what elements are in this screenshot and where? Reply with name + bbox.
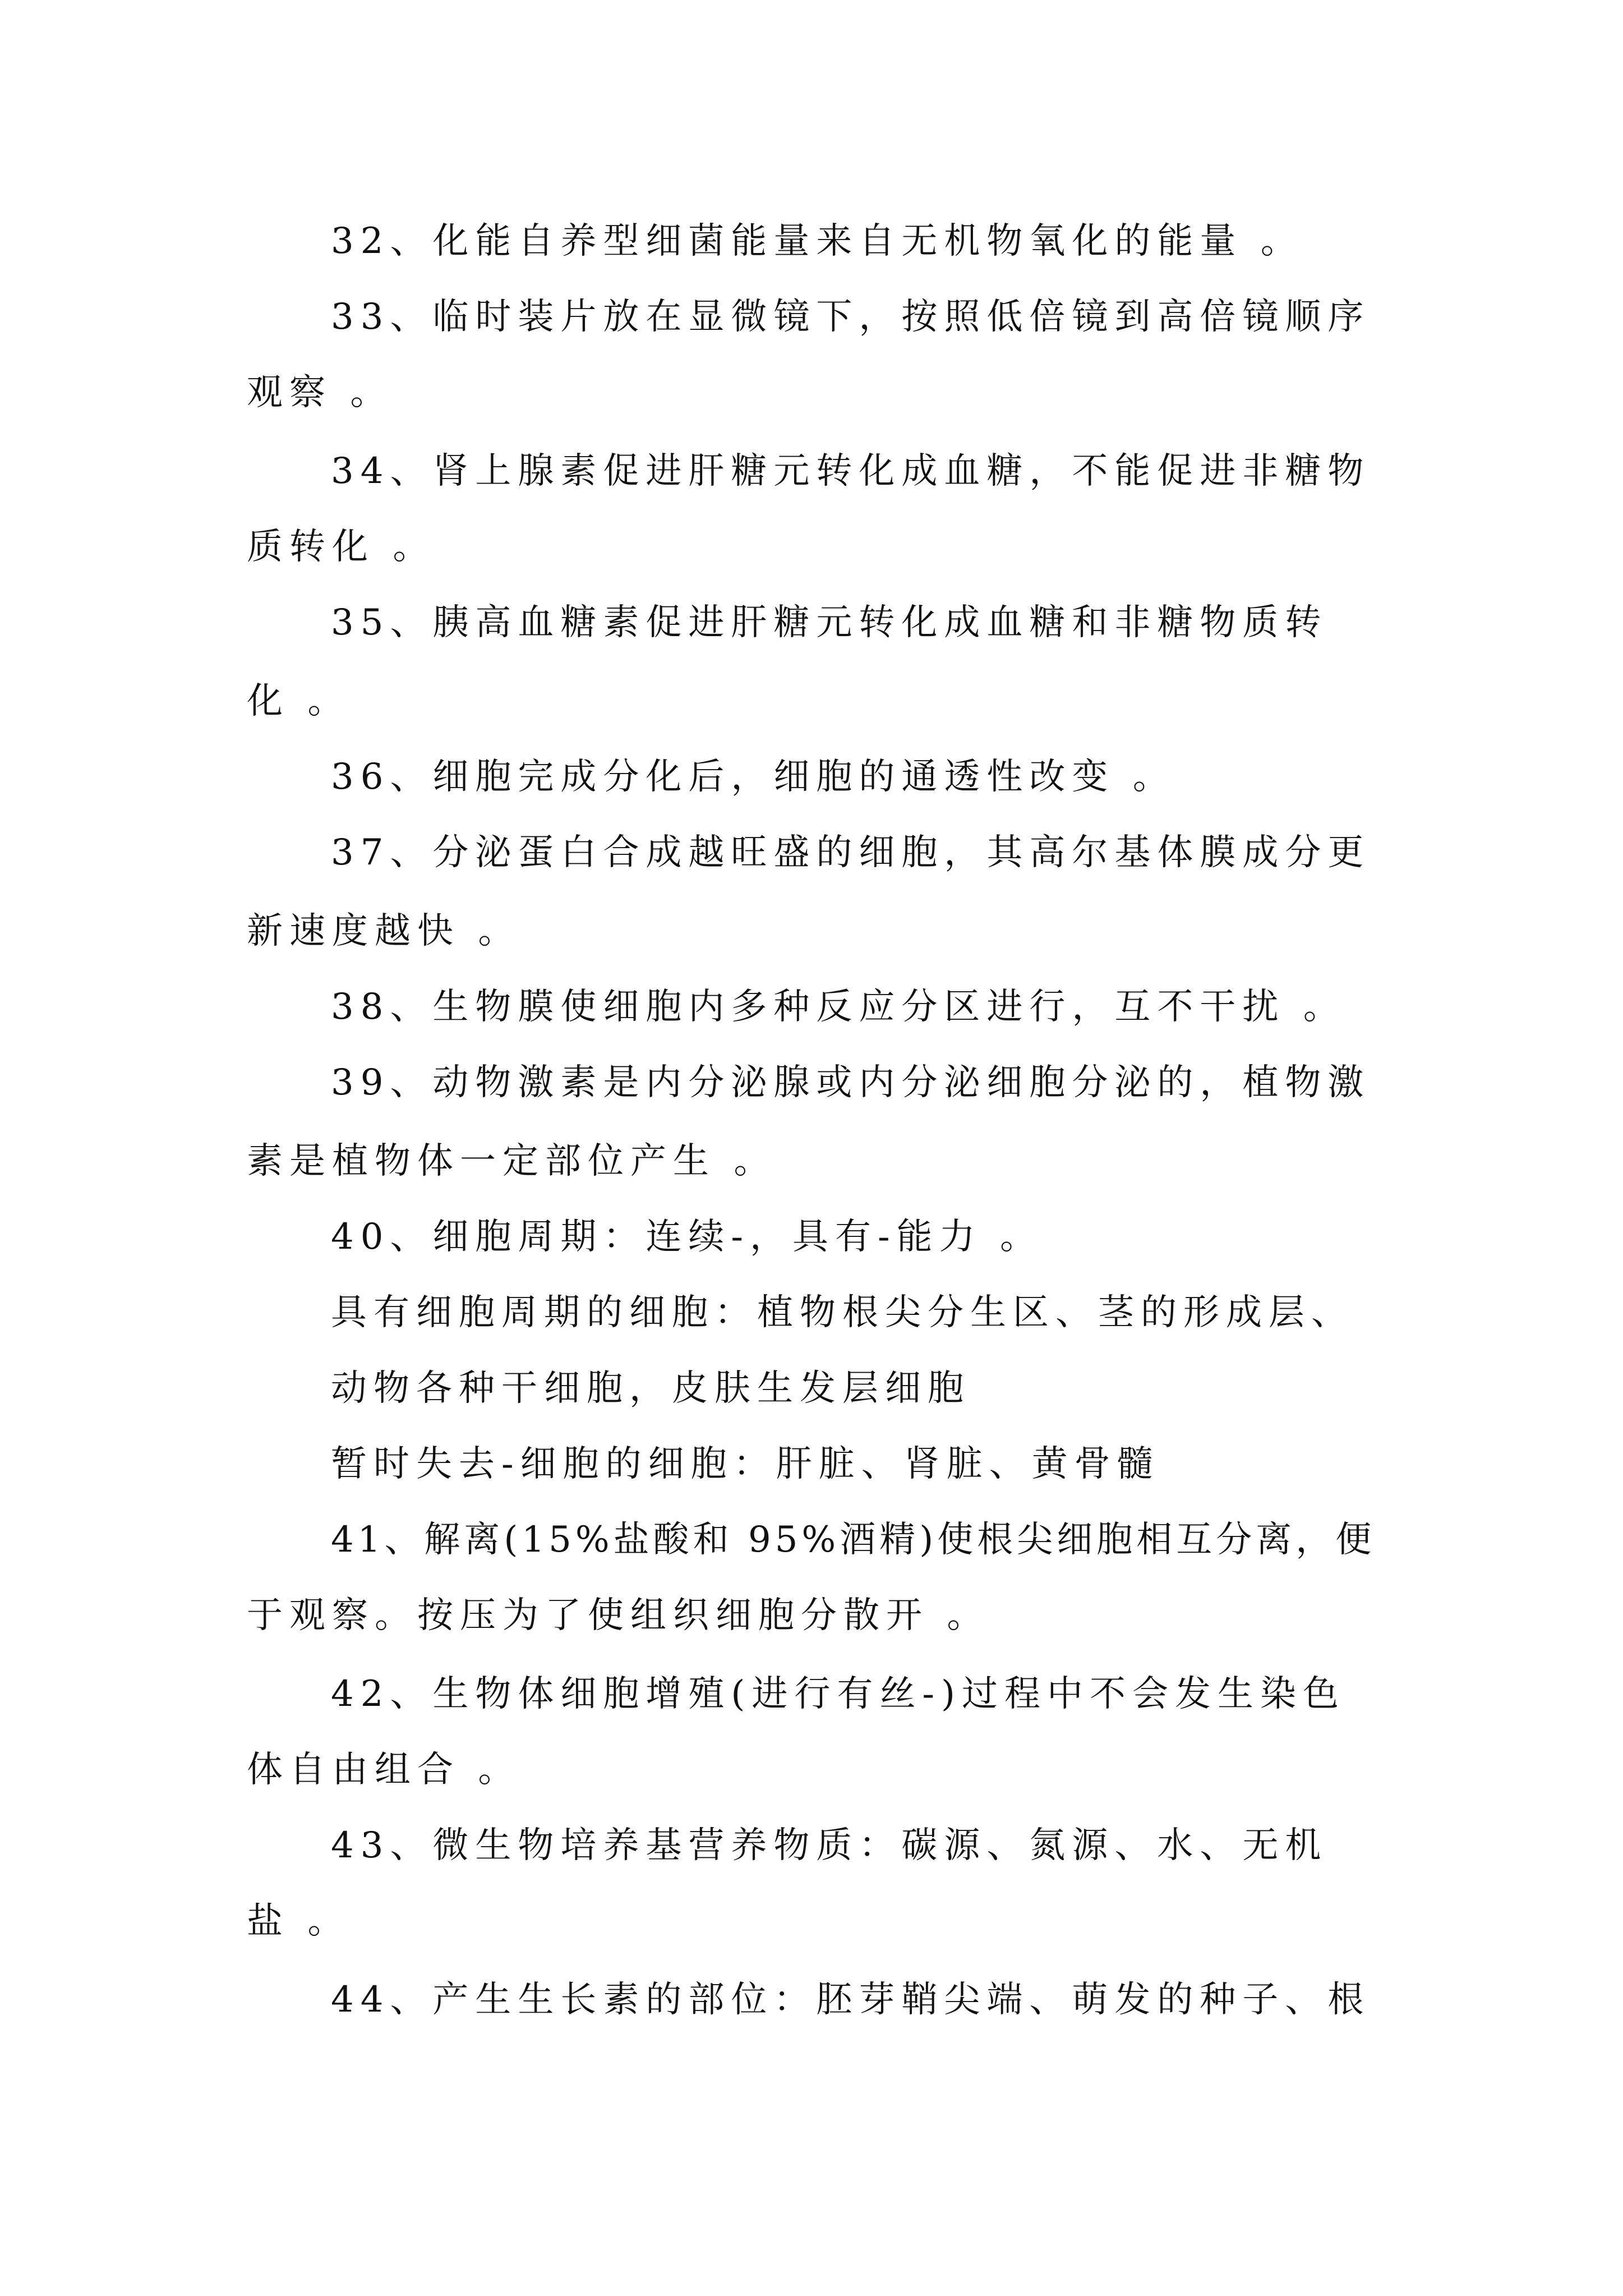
text-line: 于观察。按压为了使组织细胞分散开 。 xyxy=(247,1595,990,1636)
text-line: 素是植物体一定部位产生 。 xyxy=(247,1140,777,1182)
text-line: 41、解离(15%盐酸和 95%酒精)使根尖细胞相互分离，便 xyxy=(331,1519,1376,1561)
text-line: 35、胰高血糖素促进肝糖元转化成血糖和非糖物质转 xyxy=(331,602,1328,643)
text-line: 42、生物体细胞增殖(进行有丝-)过程中不会发生染色 xyxy=(331,1673,1345,1715)
text-line: 新速度越快 。 xyxy=(247,910,521,952)
text-line: 40、细胞周期：连续-，具有-能力 。 xyxy=(331,1216,1043,1258)
text-line: 44、产生生长素的部位：胚芽鞘尖端、萌发的种子、根 xyxy=(331,1979,1371,2021)
text-line: 观察 。 xyxy=(247,372,393,413)
text-line: 33、临时装片放在显微镜下，按照低倍镜到高倍镜顺序 xyxy=(331,296,1371,338)
text-line: 32、化能自养型细菌能量来自无机物氧化的能量 。 xyxy=(331,220,1303,262)
text-line: 37、分泌蛋白合成越旺盛的细胞，其高尔基体膜成分更 xyxy=(331,832,1371,873)
text-line: 质转化 。 xyxy=(247,526,436,568)
text-line: 34、肾上腺素促进肝糖元转化成血糖，不能促进非糖物 xyxy=(331,450,1371,492)
text-line: 化 。 xyxy=(247,680,351,722)
text-line: 39、动物激素是内分泌腺或内分泌细胞分泌的，植物激 xyxy=(331,1062,1371,1103)
text-line: 具有细胞周期的细胞：植物根尖分生区、茎的形成层、 xyxy=(331,1292,1354,1333)
text-line: 体自由组合 。 xyxy=(247,1749,521,1791)
text-line: 动物各种干细胞，皮肤生发层细胞 xyxy=(331,1368,970,1409)
text-line: 43、微生物培养基营养物质：碳源、氮源、水、无机 xyxy=(331,1825,1328,1866)
text-line: 暂时失去-细胞的细胞：肝脏、肾脏、黄骨髓 xyxy=(331,1443,1160,1485)
text-line: 38、生物膜使细胞内多种反应分区进行，互不干扰 。 xyxy=(331,986,1346,1028)
text-line: 盐 。 xyxy=(247,1901,351,1942)
text-line: 36、细胞完成分化后，细胞的通透性改变 。 xyxy=(331,756,1175,798)
